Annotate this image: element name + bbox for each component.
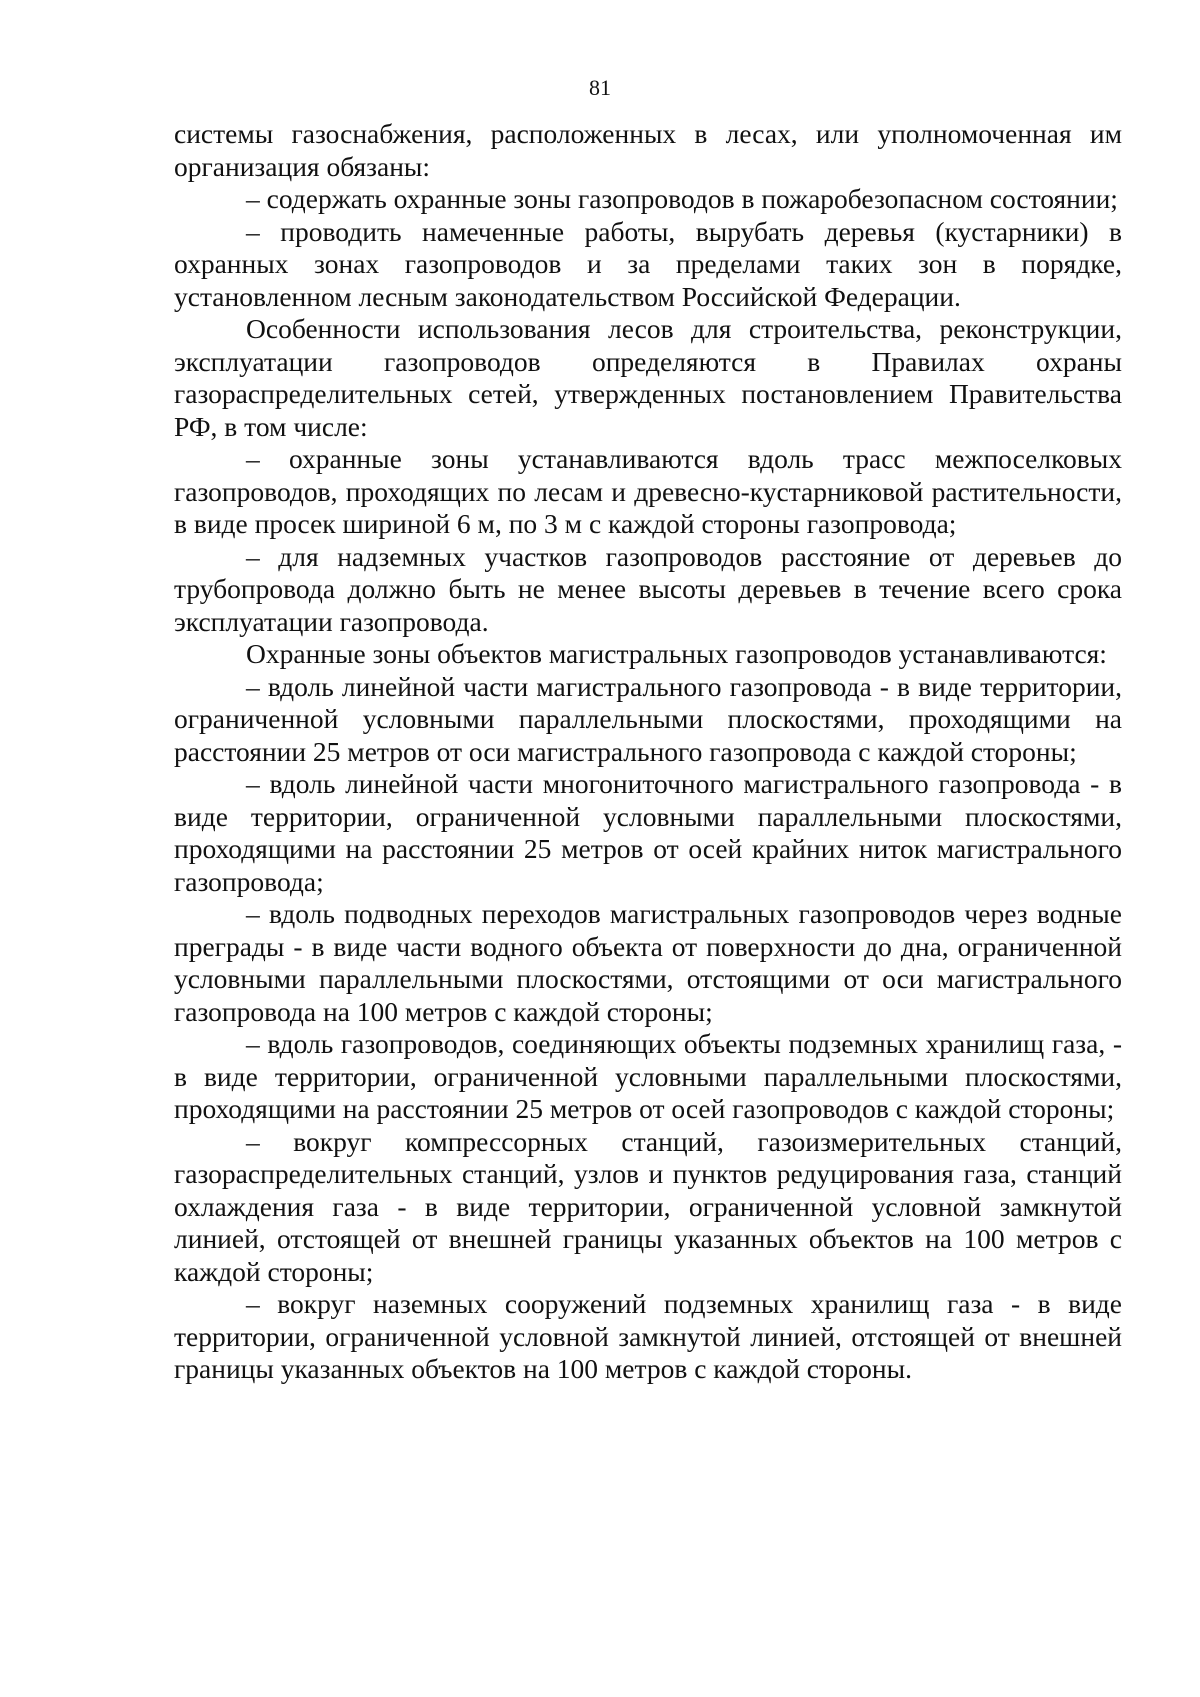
- paragraph-continuation: системы газоснабжения, расположенных в лесах, или уполномоченная им организация обязаны:: [174, 118, 1122, 182]
- list-item: – содержать охранные зоны газопроводов в пожаробезопасном состоянии;: [246, 183, 1118, 214]
- body-text: [174, 118, 1122, 1386]
- page-number: 81: [589, 75, 611, 100]
- list-item: – вдоль подводных переходов магистральных газопроводов через водные преграды - в виде части водного объекта от поверхности до дна, ограниченной условными параллельными плоскостями, отстоящими от оси магистрального газопровода на 100 метров с каждой стороны;: [174, 898, 1122, 1027]
- list-item: – охранные зоны устанавливаются вдоль трасс межпоселковых газопроводов, проходящих по лесам и древесно-кустарниковой растительности, в виде просек шириной 6 м, по 3 м с каждой стороны газопровода;: [174, 443, 1122, 539]
- list-item: – для надземных участков газопроводов расстояние от деревьев до трубопровода должно быть не менее высоты деревьев в течение всего срока эксплуатации газопровода.: [174, 540, 1122, 637]
- list-item: – вдоль газопроводов, соединяющих объекты подземных хранилищ газа, - в виде территории, ограниченной условными параллельными плоскостями, проходящими на расстоянии 25 метров от осей газопроводов с каждой стороны;: [174, 1028, 1122, 1124]
- list-item: – проводить намеченные работы, вырубать деревья (кустарники) в охранных зонах газопроводов и за пределами таких зон в порядке, установленном лесным законодательством Российской Федерации.: [174, 215, 1122, 312]
- paragraph: Охранные зоны объектов магистральных газопроводов устанавливаются:: [246, 638, 1107, 669]
- paragraph: Особенности использования лесов для строительства, реконструкции, эксплуатации газопроводов определяются в Правилах охраны газораспределительных сетей, утвержденных постановлением Правительства РФ, в том числе:: [174, 313, 1122, 442]
- list-item: – вокруг наземных сооружений подземных хранилищ газа - в виде территории, ограниченной условной замкнутой линией, отстоящей от внешней границы указанных объектов на 100 метров с каждой стороны.: [174, 1288, 1122, 1384]
- list-item: – вдоль линейной части многониточного магистрального газопровода - в виде территории, ограниченной условными параллельными плоскостями, проходящими на расстоянии 25 метров от осей крайних ниток магистрального газопровода;: [174, 768, 1122, 897]
- list-item: – вдоль линейной части магистрального газопровода - в виде территории, ограниченной условными параллельными плоскостями, проходящими на расстоянии 25 метров от оси магистрального газопровода с каждой стороны;: [174, 670, 1122, 767]
- list-item: – вокруг компрессорных станций, газоизмерительных станций, газораспределительных станций, узлов и пунктов редуцирования газа, станций охлаждения газа - в виде территории, ограниченной условной замкнутой линией, отстоящей от внешней границы указанных объектов на 100 метров с каждой стороны;: [174, 1125, 1122, 1287]
